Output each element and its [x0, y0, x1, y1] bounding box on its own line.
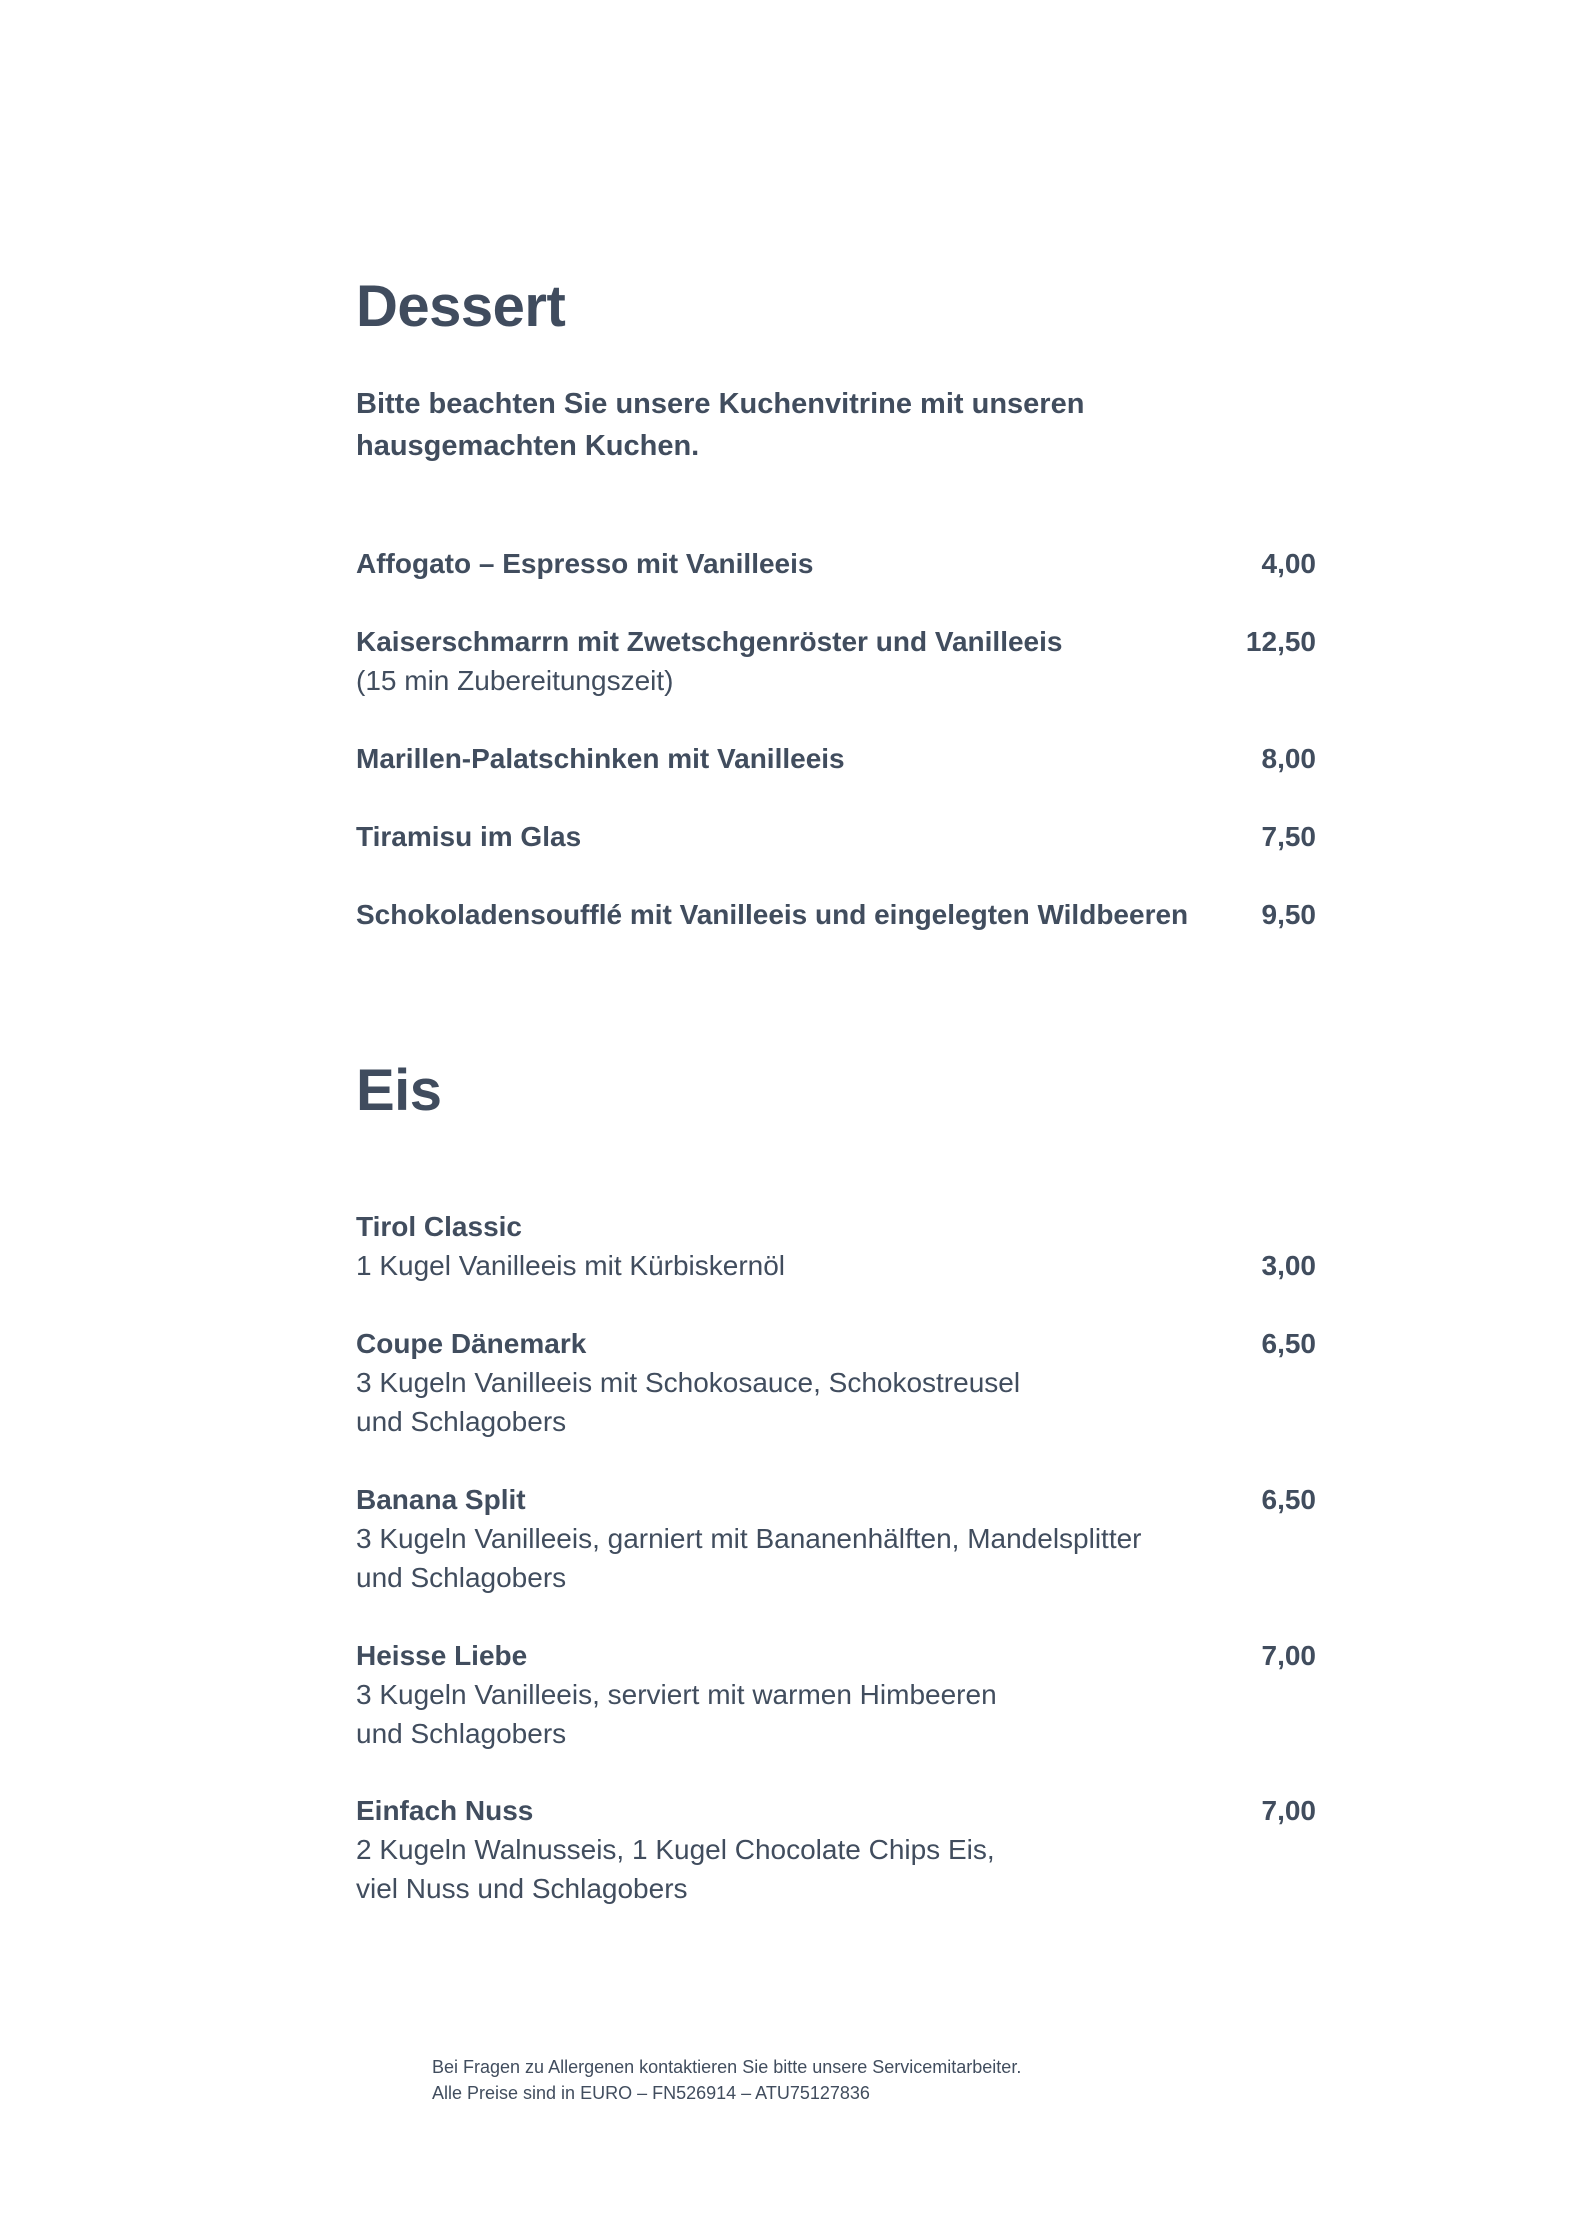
item-name: Schokoladensoufflé mit Vanilleeis und eingelegten Wildbeeren [356, 899, 1189, 930]
item-price: 7,00 [1261, 1640, 1316, 1671]
menu-item [356, 817, 1316, 856]
eis-title: Eis [356, 1058, 442, 1123]
menu-item [356, 739, 1316, 778]
item-price: 12,50 [1245, 626, 1316, 657]
item-name: Marillen-Palatschinken mit Vanilleeis [356, 743, 845, 774]
item-description: 2 Kugeln Walnusseis, 1 Kugel Chocolate Chips Eis, viel Nuss und Schlagobers [356, 1834, 995, 1904]
item-price: 9,50 [1261, 899, 1316, 930]
item-description: 3 Kugeln Vanilleeis, serviert mit warmen Himbeeren und Schlagobers [356, 1679, 997, 1749]
item-name: Affogato – Espresso mit Vanilleeis [356, 548, 814, 579]
menu-item [356, 1324, 1316, 1441]
dessert-intro: Bitte beachten Sie unsere Kuchenvitrine mit unseren hausgemachten Kuchen. [356, 388, 1085, 462]
item-price: 6,50 [1261, 1328, 1316, 1359]
item-price: 4,00 [1261, 548, 1316, 579]
item-name: Coupe Dänemark [356, 1328, 587, 1359]
footer-note [432, 2054, 1021, 2106]
allergen-note: Bei Fragen zu Allergenen kontaktieren Sie bitte unsere Servicemitarbeiter. [432, 2057, 1022, 2077]
item-price: 3,00 [1261, 1250, 1316, 1281]
menu-item [356, 544, 1316, 583]
item-name: Heisse Liebe [356, 1640, 528, 1671]
dessert-title: Dessert [356, 274, 566, 339]
menu-item [356, 1207, 1316, 1285]
menu-item [356, 622, 1316, 700]
item-description: 1 Kugel Vanilleeis mit Kürbiskernöl [356, 1250, 786, 1281]
menu-item [356, 895, 1316, 934]
item-price: 6,50 [1261, 1484, 1316, 1515]
item-description: (15 min Zubereitungszeit) [356, 665, 674, 696]
item-name: Einfach Nuss [356, 1795, 534, 1826]
item-price: 8,00 [1261, 743, 1316, 774]
item-name: Banana Split [356, 1484, 526, 1515]
item-price: 7,00 [1261, 1795, 1316, 1826]
item-description: 3 Kugeln Vanilleeis mit Schokosauce, Schokostreusel und Schlagobers [356, 1367, 1021, 1437]
price-note: Alle Preise sind in EURO – FN526914 – ATU75127836 [432, 2083, 870, 2103]
item-description: 3 Kugeln Vanilleeis, garniert mit Bananenhälften, Mandelsplitter und Schlagobers [356, 1523, 1142, 1593]
menu-item [356, 1480, 1316, 1597]
item-name: Kaiserschmarrn mit Zwetschgenröster und Vanilleeis [356, 626, 1063, 657]
menu-item [356, 1791, 1316, 1908]
item-name: Tirol Classic [356, 1211, 523, 1242]
item-name: Tiramisu im Glas [356, 821, 582, 852]
item-price: 7,50 [1261, 821, 1316, 852]
menu-item [356, 1636, 1316, 1753]
